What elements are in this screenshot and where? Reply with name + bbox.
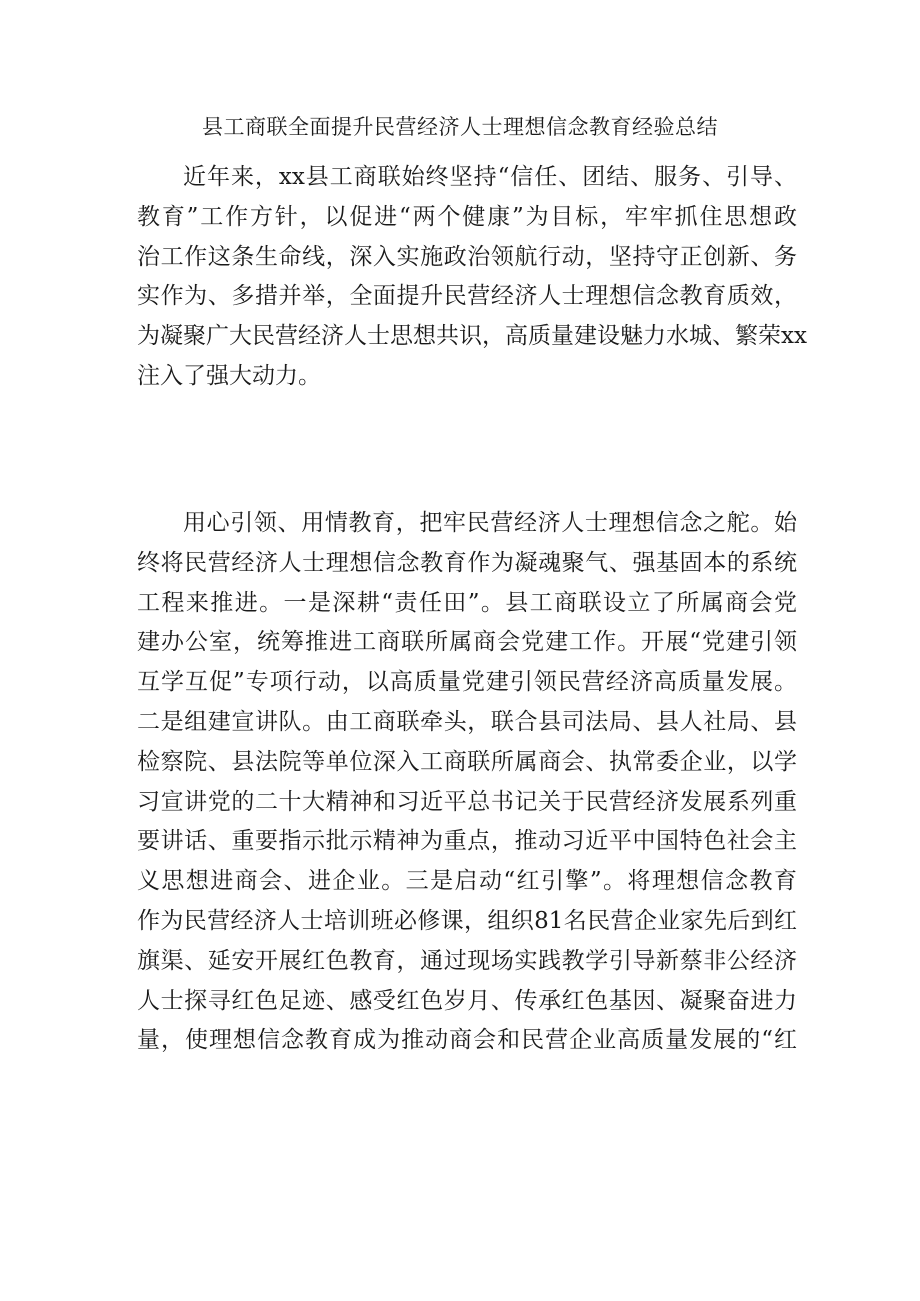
paragraph-line: 实作为、多措并举，全面提升民营经济人士理想信念教育质效， <box>137 283 797 310</box>
paragraph-line: 习宣讲党的二十大精神和习近平总书记关于民营经济发展系列重 <box>137 788 797 815</box>
paragraph-line: 人士探寻红色足迹、感受红色岁月、传承红色基因、凝聚奋进力 <box>137 987 797 1014</box>
paragraph-line: 为凝聚广大民营经济人士思想共识，高质量建设魅力水城、繁荣xx <box>137 323 807 350</box>
paragraph-line: 互学互促”专项行动，以高质量党建引领民营经济高质量发展。 <box>137 669 797 696</box>
paragraph-line: 注入了强大动力。 <box>137 362 321 389</box>
paragraph-line: 近年来，xx县工商联始终坚持“信任、团结、服务、引导、 <box>183 164 797 190</box>
paragraph-line: 终将民营经济人士理想信念教育作为凝魂聚气、强基固本的系统 <box>137 549 797 576</box>
paragraph-line: 作为民营经济人士培训班必修课，组织81名民营企业家先后到红 <box>137 907 797 934</box>
paragraph-line: 建办公室，统筹推进工商联所属商会党建工作。开展“党建引领 <box>137 629 797 656</box>
paragraph-line: 用心引领、用情教育，把牢民营经济人士理想信念之舵。始 <box>183 510 797 536</box>
paragraph-line: 量，使理想信念教育成为推动商会和民营企业高质量发展的“红 <box>137 1027 797 1054</box>
paragraph-guidance <box>137 504 797 1061</box>
paragraph-line: 教育”工作方针，以促进“两个健康”为目标，牢牢抓住思想政 <box>137 203 797 230</box>
paragraph-line: 义思想进商会、进企业。三是启动“红引擎”。将理想信念教育 <box>137 868 797 895</box>
paragraph-intro <box>137 158 807 397</box>
paragraph-line: 旗渠、延安开展红色教育，通过现场实践教学引导新蔡非公经济 <box>137 947 797 974</box>
paragraph-line: 治工作这条生命线，深入实施政治领航行动，坚持守正创新、务 <box>137 243 797 270</box>
paragraph-line: 检察院、县法院等单位深入工商联所属商会、执常委企业，以学 <box>137 748 797 775</box>
paragraph-line: 二是组建宣讲队。由工商联牵头，联合县司法局、县人社局、县 <box>137 708 797 735</box>
paragraph-line: 工程来推进。一是深耕“责任田”。县工商联设立了所属商会党 <box>137 589 797 616</box>
document-title: 县工商联全面提升民营经济人士理想信念教育经验总结 <box>202 115 718 139</box>
paragraph-line: 要讲话、重要指示批示精神为重点，推动习近平中国特色社会主 <box>137 828 797 855</box>
